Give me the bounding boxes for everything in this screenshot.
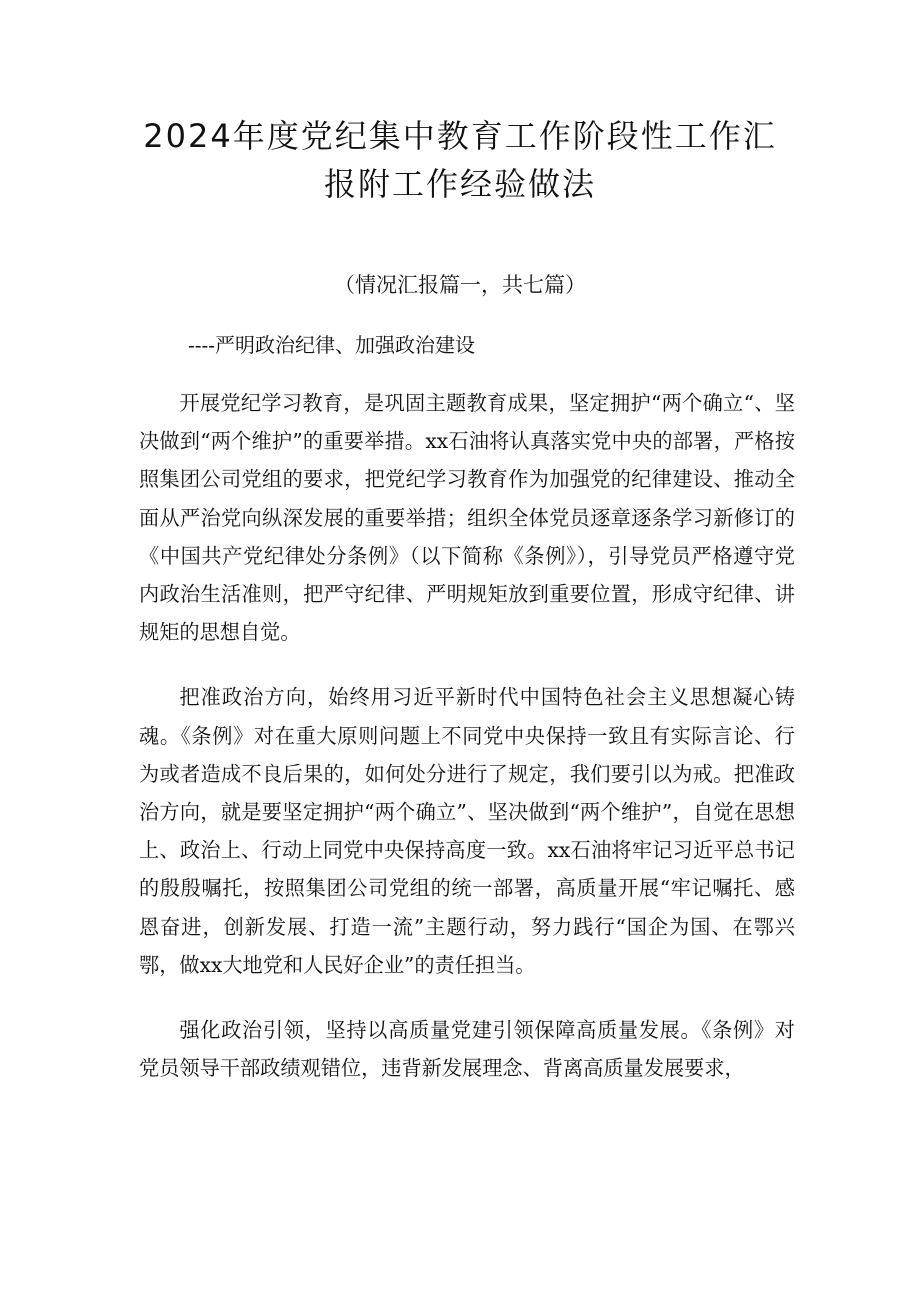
- paragraph-1: 开展党纪学习教育，是巩固主题教育成果，坚定拥护“两个确立“、坚决做到“两个维护”的重要举措。xx石油将认真落实党中央的部署，严格按照集团公司党组的要求，把党纪学习教育作为加强党的纪律建设、推动全面从严治党向纵深发展的重要举措；组织全体党员逐章逐条学习新修订的《中国共产党纪律处分条例》（以下简称《条例》），引导党员严格遵守党内政治生活准则，把严守纪律、严明规矩放到重要位置，形成守纪律、讲规矩的思想自觉。: [139, 391, 795, 645]
- document-subtitle: （情况汇报篇一，共七篇）: [334, 273, 586, 297]
- paragraph-3: 强化政治引领，坚持以高质量党建引领保障高质量发展。《条例》对党员领导干部政绩观错位，违背新发展理念、背离高质量发展要求，: [139, 1018, 795, 1081]
- body-text: [139, 384, 795, 1114]
- title-line-2: 报附工作经验做法: [323, 165, 596, 203]
- paragraph-2: 把准政治方向，始终用习近平新时代中国特色社会主义思想凝心铸魂。《条例》对在重大原则问题上不同党中央保持一致且有实际言论、行为或者造成不良后果的，如何处分进行了规定，我们要引以为戒。把准政治方向，就是要坚定拥护“两个确立”、坚决做到“两个维护”，自觉在思想上、政治上、行动上同党中央保持高度一致。xx石油将牢记习近平总书记的殷殷嘱托，按照集团公司党组的统一部署，高质量开展“牢记嘱托、感恩奋进，创新发展、打造一流”主题行动，努力践行“国企为国、在鄂兴鄂，做xx大地党和人民好企业”的责任担当。: [139, 685, 795, 977]
- document-title: [120, 112, 800, 208]
- title-line-1: 2024年度党纪集中教育工作阶段性工作汇: [143, 117, 777, 155]
- section-heading: ----严明政治纪律、加强政治建设: [188, 333, 476, 357]
